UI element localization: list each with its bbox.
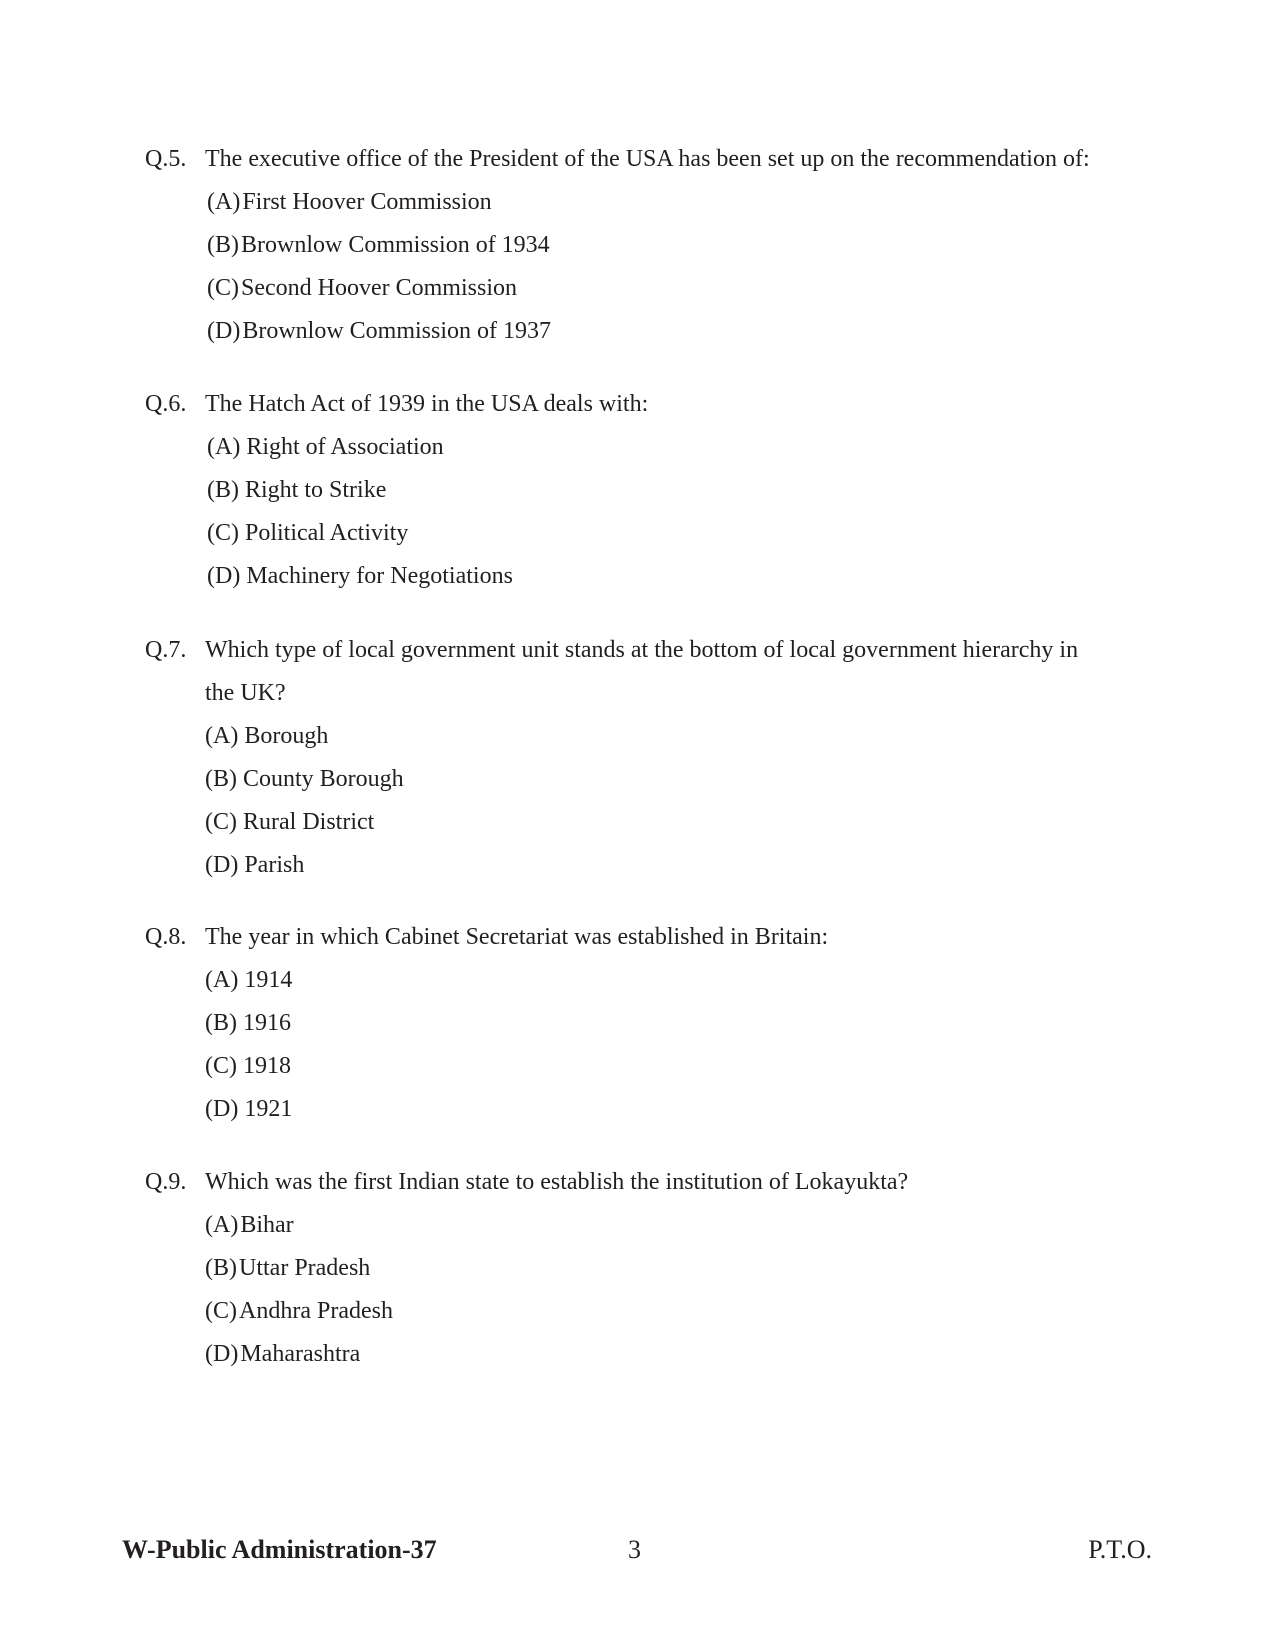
option-label: (A) [207,189,241,215]
option-label: (C) [205,809,237,835]
question-text: The executive office of the President of the USA has been set up on the recommendation of: [205,146,1090,172]
question-5 [145,138,1145,353]
option-b [205,1002,1145,1045]
option-text: Brownlow Commission of 1934 [241,232,550,258]
option-text: Rural District [243,809,375,835]
page-footer [122,1535,1152,1575]
option-a [207,181,1145,224]
question-number: Q.8. [145,924,187,950]
option-text: Andhra Pradesh [239,1298,393,1324]
option-label: (A) [207,434,241,460]
option-label: (B) [207,232,239,258]
question-text: The year in which Cabinet Secretariat was established in Britain: [205,924,829,950]
footer-title: W-Public Administration-37 [122,1535,437,1564]
pto-label: P.T.O. [1088,1535,1152,1564]
option-d [207,555,1145,598]
option-label: (C) [207,275,239,301]
option-label: (D) [205,852,239,878]
option-text: 1916 [243,1010,291,1036]
option-b [205,758,1145,801]
options-list [145,715,1145,887]
option-b [205,1247,1145,1290]
option-c [207,512,1145,555]
option-c [207,267,1145,310]
option-text: Second Hoover Commission [241,275,517,301]
option-label: (A) [205,1212,239,1238]
question-6 [145,383,1145,598]
option-b [207,224,1145,267]
question-text: The Hatch Act of 1939 in the USA deals with: [205,391,649,417]
question-8 [145,916,1145,1131]
question-number: Q.9. [145,1169,187,1195]
question-number: Q.5. [145,146,187,172]
option-label: (B) [205,1010,237,1036]
option-a [207,426,1145,469]
option-a [205,1204,1145,1247]
option-b [207,469,1145,512]
option-label: (D) [207,318,241,344]
option-text: Uttar Pradesh [239,1255,371,1281]
option-label: (C) [205,1053,237,1079]
option-label: (B) [205,1255,237,1281]
option-text: Political Activity [245,520,409,546]
option-c [205,1290,1145,1333]
option-label: (B) [207,477,239,503]
option-text: Right to Strike [245,477,387,503]
option-d [207,310,1145,353]
option-label: (B) [205,766,237,792]
option-c [205,801,1145,844]
option-label: (A) [205,967,239,993]
option-text: 1921 [244,1096,293,1122]
options-list [145,426,1145,598]
option-c [205,1045,1145,1088]
option-d [205,844,1145,887]
option-label: (D) [207,563,241,589]
option-d [205,1088,1145,1131]
option-label: (C) [207,520,239,546]
option-label: (C) [205,1298,237,1324]
option-label: (D) [205,1096,239,1122]
option-text: Bihar [240,1212,294,1238]
question-number: Q.6. [145,391,187,417]
option-text: Brownlow Commission of 1937 [242,318,552,344]
options-list [145,959,1145,1131]
question-9 [145,1161,1145,1376]
option-text: Right of Association [246,434,444,460]
page-number: 3 [628,1535,641,1564]
question-text: Which was the first Indian state to establish the institution of Lokayukta? [205,1169,909,1195]
option-label: (D) [205,1341,239,1367]
option-a [205,959,1145,1002]
option-text: Parish [244,852,305,878]
question-text-continued: the UK? [205,680,286,706]
option-text: County Borough [243,766,404,792]
option-text: 1918 [243,1053,291,1079]
option-label: (A) [205,723,239,749]
question-number: Q.7. [145,637,187,663]
question-7 [145,629,1145,887]
option-d [205,1333,1145,1376]
options-list [145,1204,1145,1376]
options-list [145,181,1145,353]
option-text: Maharashtra [240,1341,361,1367]
option-a [205,715,1145,758]
option-text: Borough [244,723,329,749]
question-text: Which type of local government unit stands at the bottom of local government hierarchy in [205,637,1079,663]
option-text: 1914 [244,967,293,993]
option-text: Machinery for Negotiations [246,563,513,589]
option-text: First Hoover Commission [242,189,492,215]
